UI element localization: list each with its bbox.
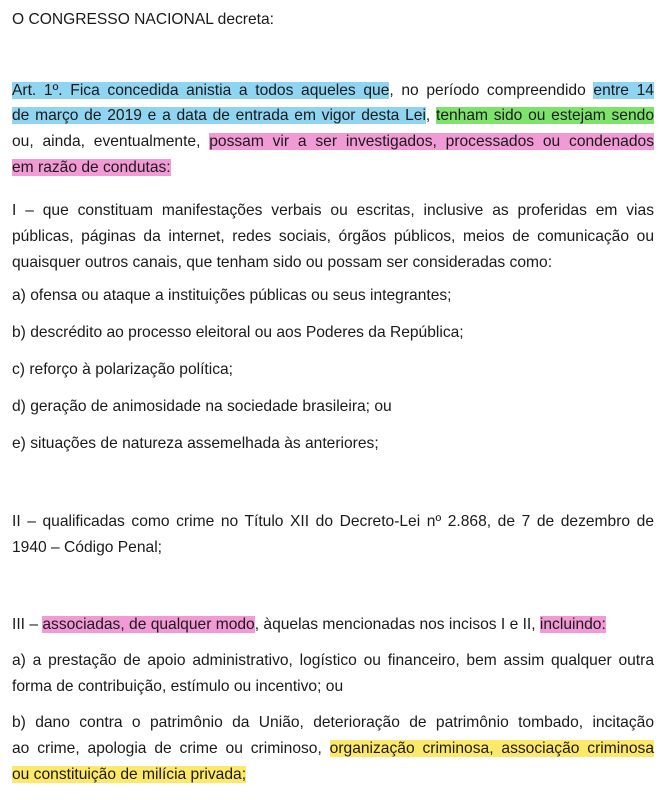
text-span: ,	[425, 107, 436, 124]
text-span: ou, ainda, eventualmente,	[12, 133, 210, 150]
highlight-blue: de março de 2019 e a data de entrada em vigor desta Lei	[12, 107, 426, 124]
highlight-blue: Art. 1º. Fica concedida anistia a todos aqueles que	[12, 82, 390, 99]
decree-header: O CONGRESSO NACIONAL decreta:	[12, 11, 274, 28]
highlight-pink: possam vir a ser investigados, processados ou condenados	[209, 133, 654, 150]
inciso1-item-d: d) geração de animosidade na sociedade brasileira; ou	[12, 398, 392, 415]
inciso3-b-line-1: b) dano contra o patrimônio da União, deterioração de patrimônio tombado, incitação	[12, 714, 654, 731]
inciso3-b-line-3	[12, 763, 654, 787]
inciso3-b-line-2	[12, 737, 654, 761]
inciso1-line-3: quaisquer outros canais, que tenham sido ou possam ser consideradas como:	[12, 254, 553, 271]
highlight-pink: em razão de condutas:	[12, 159, 171, 176]
inciso2-line-1: II – qualificadas como crime no Título XII do Decreto-Lei nº 2.868, de 7 de dezembro de	[12, 513, 654, 530]
text-span: III –	[12, 616, 43, 633]
inciso1-item-e: e) situações de natureza assemelhada às anteriores;	[12, 435, 379, 452]
inciso1-item-b: b) descrédito ao processo eleitoral ou aos Poderes da República;	[12, 324, 464, 341]
inciso3-a-line-1: a) a prestação de apoio administrativo, logístico ou financeiro, bem assim qualquer outra	[12, 652, 654, 669]
highlight-pink: incluindo:	[539, 616, 606, 633]
text-span: , àquelas mencionadas nos incisos I e II,	[254, 616, 540, 633]
highlight-yellow: ou constituição de milícia privada;	[12, 766, 247, 783]
art1-line-3	[12, 130, 654, 154]
inciso3-a-line-2: forma de contribuição, estímulo ou incentivo; ou	[12, 678, 344, 695]
highlight-blue: entre 14	[593, 82, 654, 99]
text-span: ao crime, apologia de crime ou criminoso,	[12, 740, 330, 757]
inciso3-line-1	[12, 613, 654, 637]
inciso2-line-2: 1940 – Código Penal;	[12, 539, 162, 556]
inciso1-item-c: c) reforço à polarização política;	[12, 361, 234, 378]
art1-line-2	[12, 104, 654, 128]
highlight-yellow: organização criminosa, associação criminosa	[329, 740, 654, 757]
inciso1-item-a: a) ofensa ou ataque a instituições públicas ou seus integrantes;	[12, 287, 452, 304]
inciso1-line-2: públicas, páginas da internet, redes sociais, órgãos públicos, meios de comunicação ou	[12, 228, 654, 245]
highlight-green: tenham sido ou estejam sendo	[435, 107, 654, 124]
text-span: , no período compreendido	[389, 82, 594, 99]
highlight-pink: associadas, de qualquer modo	[42, 616, 255, 633]
inciso1-line-1: I – que constituam manifestações verbais ou escritas, inclusive as proferidas em vias	[12, 202, 654, 219]
art1-line-4	[12, 156, 654, 180]
art1-line-1	[12, 79, 654, 103]
